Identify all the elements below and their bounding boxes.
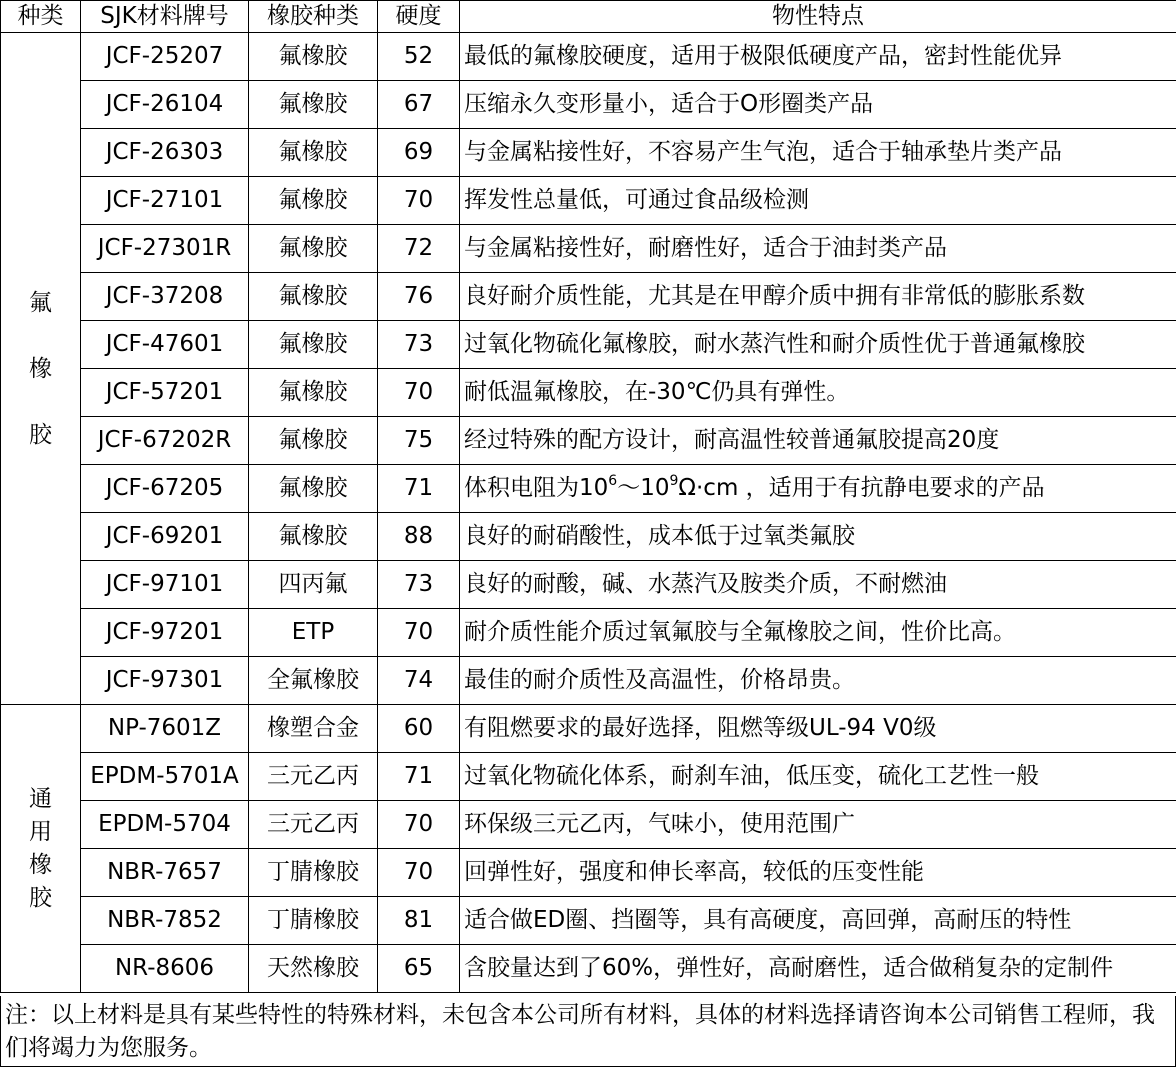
table-row — [1, 225, 1176, 273]
rubber-type-cell: 丁腈橡胶 — [249, 849, 378, 897]
table-row — [1, 177, 1176, 225]
category-char: 胶 — [29, 884, 52, 911]
header-properties: 物性特点 — [460, 1, 1176, 33]
category-label — [1, 270, 80, 468]
category-char: 橡 — [29, 851, 52, 878]
rubber-type-cell: 氟橡胶 — [249, 321, 378, 369]
properties-cell: 与金属粘接性好，耐磨性好，适合于油封类产品 — [460, 225, 1176, 273]
hardness-cell: 74 — [378, 657, 460, 705]
material-code-cell: JCF-57201 — [81, 369, 249, 417]
material-code-cell: JCF-27301R — [81, 225, 249, 273]
rubber-type-cell: ETP — [249, 609, 378, 657]
properties-cell: 压缩永久变形量小，适合于O形圈类产品 — [460, 81, 1176, 129]
properties-cell: 过氧化物硫化体系，耐刹车油，低压变，硫化工艺性一般 — [460, 753, 1176, 801]
category-cell — [1, 33, 81, 705]
table-row — [1, 897, 1176, 945]
hardness-cell: 88 — [378, 513, 460, 561]
category-char: 橡 — [29, 355, 52, 382]
header-hardness: 硬度 — [378, 1, 460, 33]
hardness-cell: 52 — [378, 33, 460, 81]
exponent: 6 — [608, 473, 618, 489]
table-body — [1, 33, 1176, 993]
header-rubber-type: 橡胶种类 — [249, 1, 378, 33]
rubber-type-cell: 氟橡胶 — [249, 417, 378, 465]
table-row — [1, 945, 1176, 993]
rubber-type-cell: 三元乙丙 — [249, 753, 378, 801]
properties-text: 体积电阻为10 — [464, 475, 609, 501]
table-row — [1, 753, 1176, 801]
table-row — [1, 417, 1176, 465]
rubber-type-cell: 天然橡胶 — [249, 945, 378, 993]
material-code-cell: NR-8606 — [81, 945, 249, 993]
hardness-cell: 73 — [378, 561, 460, 609]
table-row — [1, 801, 1176, 849]
material-code-cell: JCF-37208 — [81, 273, 249, 321]
material-code-cell: JCF-67205 — [81, 465, 249, 513]
material-code-cell: JCF-27101 — [81, 177, 249, 225]
material-code-cell: JCF-97201 — [81, 609, 249, 657]
properties-cell: 适合做ED圈、挡圈等，具有高硬度，高回弹，高耐压的特性 — [460, 897, 1176, 945]
hardness-cell: 70 — [378, 177, 460, 225]
material-code-cell: EPDM-5704 — [81, 801, 249, 849]
table-row — [1, 561, 1176, 609]
rubber-type-cell: 三元乙丙 — [249, 801, 378, 849]
category-char: 用 — [29, 818, 52, 845]
table-row — [1, 273, 1176, 321]
hardness-cell: 70 — [378, 801, 460, 849]
material-code-cell: JCF-25207 — [81, 33, 249, 81]
footnote-text: 注：以上材料是具有某些特性的特殊材料，未包含本公司所有材料，具体的材料选择请咨询本公司销售工程师，我们将竭力为您服务。 — [5, 1002, 1155, 1061]
hardness-cell: 70 — [378, 849, 460, 897]
properties-cell: 过氧化物硫化氟橡胶，耐水蒸汽性和耐介质性优于普通氟橡胶 — [460, 321, 1176, 369]
rubber-type-cell: 橡塑合金 — [249, 705, 378, 753]
header-material-code: SJK材料牌号 — [81, 1, 249, 33]
exponent: 9 — [669, 473, 679, 489]
properties-cell: 环保级三元乙丙，气味小，使用范围广 — [460, 801, 1176, 849]
properties-cell: 经过特殊的配方设计，耐高温性较普通氟胶提高20度 — [460, 417, 1176, 465]
material-code-cell: NBR-7852 — [81, 897, 249, 945]
table-row — [1, 513, 1176, 561]
rubber-type-cell: 氟橡胶 — [249, 513, 378, 561]
material-code-cell: NP-7601Z — [81, 705, 249, 753]
rubber-type-cell: 氟橡胶 — [249, 129, 378, 177]
hardness-cell: 72 — [378, 225, 460, 273]
properties-cell: 最低的氟橡胶硬度，适用于极限低硬度产品，密封性能优异 — [460, 33, 1176, 81]
table-row — [1, 129, 1176, 177]
rubber-type-cell: 氟橡胶 — [249, 81, 378, 129]
rubber-type-cell: 四丙氟 — [249, 561, 378, 609]
properties-cell: 挥发性总量低，可通过食品级检测 — [460, 177, 1176, 225]
table-row — [1, 609, 1176, 657]
table-row — [1, 33, 1176, 81]
hardness-cell: 65 — [378, 945, 460, 993]
properties-cell — [460, 465, 1176, 513]
rubber-type-cell: 全氟橡胶 — [249, 657, 378, 705]
properties-text: ～10 — [617, 475, 670, 501]
rubber-type-cell: 氟橡胶 — [249, 33, 378, 81]
material-code-cell: NBR-7657 — [81, 849, 249, 897]
properties-cell: 最佳的耐介质性及高温性，价格昂贵。 — [460, 657, 1176, 705]
properties-cell: 有阻燃要求的最好选择，阻燃等级UL-94 V0级 — [460, 705, 1176, 753]
category-char: 氟 — [29, 289, 52, 316]
table-row — [1, 321, 1176, 369]
hardness-cell: 75 — [378, 417, 460, 465]
material-code-cell: JCF-69201 — [81, 513, 249, 561]
rubber-type-cell: 氟橡胶 — [249, 225, 378, 273]
header-category: 种类 — [1, 1, 81, 33]
hardness-cell: 60 — [378, 705, 460, 753]
material-code-cell: JCF-97301 — [81, 657, 249, 705]
rubber-type-cell: 氟橡胶 — [249, 465, 378, 513]
properties-cell: 良好的耐硝酸性，成本低于过氧类氟胶 — [460, 513, 1176, 561]
hardness-cell: 71 — [378, 753, 460, 801]
table-row — [1, 81, 1176, 129]
footnote — [0, 996, 1176, 1067]
rubber-type-cell: 氟橡胶 — [249, 177, 378, 225]
material-code-cell: JCF-97101 — [81, 561, 249, 609]
table-row — [1, 369, 1176, 417]
table-row — [1, 465, 1176, 513]
properties-cell: 含胶量达到了60%，弹性好，高耐磨性，适合做稍复杂的定制件 — [460, 945, 1176, 993]
hardness-cell: 70 — [378, 369, 460, 417]
table-row — [1, 849, 1176, 897]
hardness-cell: 70 — [378, 609, 460, 657]
table-row — [1, 657, 1176, 705]
properties-cell: 良好的耐酸，碱、水蒸汽及胺类介质，不耐燃油 — [460, 561, 1176, 609]
material-code-cell: JCF-26303 — [81, 129, 249, 177]
properties-text: Ω·cm ，适用于有抗静电要求的产品 — [678, 475, 1045, 501]
properties-cell: 良好耐介质性能，尤其是在甲醇介质中拥有非常低的膨胀系数 — [460, 273, 1176, 321]
hardness-cell: 67 — [378, 81, 460, 129]
category-label — [1, 783, 80, 915]
hardness-cell: 73 — [378, 321, 460, 369]
properties-cell: 耐低温氟橡胶，在-30℃仍具有弹性。 — [460, 369, 1176, 417]
table-row — [1, 705, 1176, 753]
material-code-cell: JCF-67202R — [81, 417, 249, 465]
hardness-cell: 76 — [378, 273, 460, 321]
properties-cell: 耐介质性能介质过氧氟胶与全氟橡胶之间，性价比高。 — [460, 609, 1176, 657]
hardness-cell: 71 — [378, 465, 460, 513]
rubber-type-cell: 丁腈橡胶 — [249, 897, 378, 945]
hardness-cell: 69 — [378, 129, 460, 177]
material-code-cell: EPDM-5701A — [81, 753, 249, 801]
category-cell — [1, 705, 81, 993]
header-row — [1, 1, 1176, 33]
category-char: 通 — [29, 785, 52, 812]
properties-cell: 回弹性好，强度和伸长率高，较低的压变性能 — [460, 849, 1176, 897]
material-code-cell: JCF-26104 — [81, 81, 249, 129]
material-code-cell: JCF-47601 — [81, 321, 249, 369]
category-char: 胶 — [29, 421, 52, 448]
rubber-type-cell: 氟橡胶 — [249, 273, 378, 321]
hardness-cell: 81 — [378, 897, 460, 945]
properties-cell: 与金属粘接性好，不容易产生气泡，适合于轴承垫片类产品 — [460, 129, 1176, 177]
rubber-type-cell: 氟橡胶 — [249, 369, 378, 417]
